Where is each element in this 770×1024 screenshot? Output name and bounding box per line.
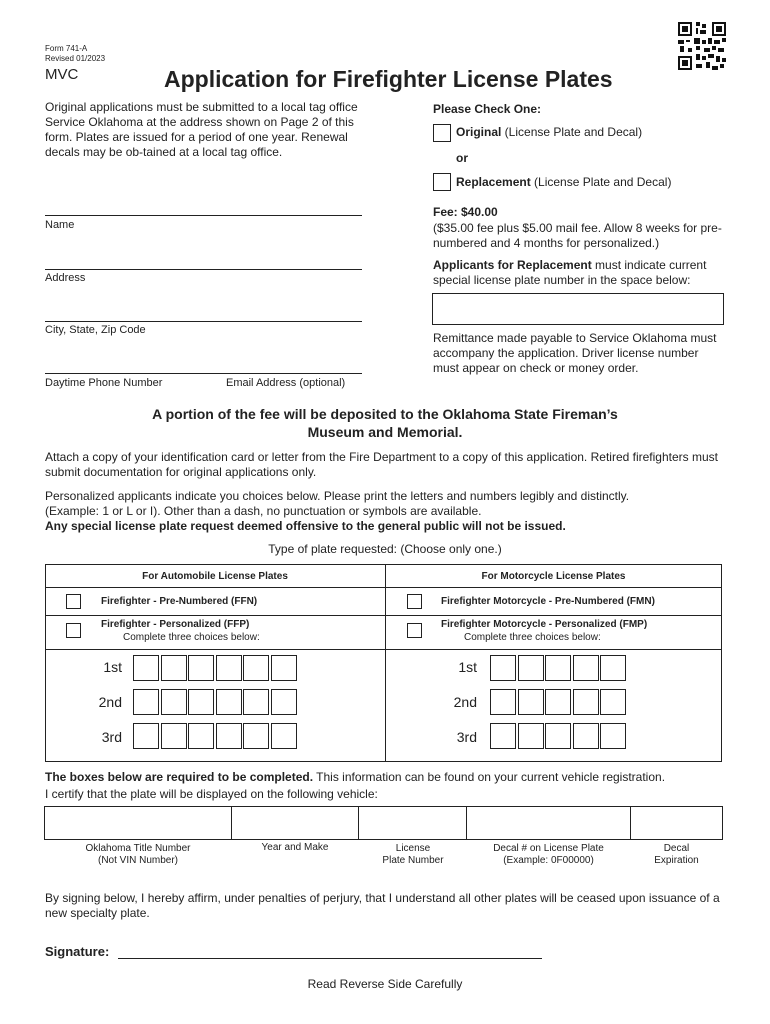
title-number-label xyxy=(44,843,232,867)
personalized-instructions-2: (Example: 1 or L or I). Other than a dash, no punctuation or symbols are available. xyxy=(45,504,482,518)
replacement-instruction-rest: must indicate current special license plate number in the space below: xyxy=(433,258,707,287)
museum-notice xyxy=(0,405,770,441)
museum-line-1: A portion of the fee will be deposited to the Oklahoma State Fireman’s xyxy=(152,406,618,422)
vehicle-required-note xyxy=(45,770,735,785)
ffp-checkbox[interactable] xyxy=(66,623,81,638)
decal-number-label-2: (Example: 0F00000) xyxy=(503,855,594,866)
original-desc: (License Plate and Decal) xyxy=(501,125,643,139)
plate-type-prompt: Type of plate requested: (Choose only one.) xyxy=(268,542,502,556)
fee-detail: ($35.00 fee plus $5.00 mail fee. Allow 8 weeks for pre-numbered and 4 months for personalized.) xyxy=(433,221,722,250)
auto-choice-3-label: 3rd xyxy=(101,729,122,745)
auto-choice-1-grid[interactable] xyxy=(133,655,298,681)
phone-email-line[interactable] xyxy=(45,373,362,374)
affirmation-text: By signing below, I hereby affirm, under penalties of perjury, that I understand all other plates will be ceased upon issuance of a new specialty plate. xyxy=(45,891,720,920)
offensive-warning: Any special license plate request deemed offensive to the general public will not be issued. xyxy=(45,519,566,533)
auto-choice-3-grid[interactable] xyxy=(133,723,298,749)
moto-choice-3-grid[interactable] xyxy=(490,723,628,749)
license-plate-label-1: License xyxy=(395,843,431,854)
fmn-label: Firefighter Motorcycle - Pre-Numbered (FMN) xyxy=(441,596,655,607)
replacement-instruction-bold: Applicants for Replacement xyxy=(433,258,592,272)
agency-code: MVC xyxy=(45,66,79,83)
decal-number-label-1: Decal # on License Plate xyxy=(493,843,604,854)
moto-choice-2-label: 2nd xyxy=(453,694,477,710)
phone-label: Daytime Phone Number xyxy=(45,377,163,389)
license-plate-label xyxy=(358,843,468,867)
moto-choice-2-grid[interactable] xyxy=(490,689,628,715)
fmn-checkbox[interactable] xyxy=(407,594,422,609)
signature-label: Signature: xyxy=(45,944,110,959)
fmp-checkbox[interactable] xyxy=(407,623,422,638)
replacement-option xyxy=(456,175,671,190)
replacement-label: Replacement xyxy=(456,175,531,189)
decal-expiration-label-1: Decal xyxy=(663,843,690,854)
replacement-checkbox[interactable] xyxy=(433,173,451,191)
name-label: Name xyxy=(45,219,75,231)
title-number-label-1: Oklahoma Title Number xyxy=(85,843,191,854)
email-label: Email Address (optional) xyxy=(226,377,346,389)
moto-heading: For Motorcycle License Plates xyxy=(481,571,626,582)
check-one-heading: Please Check One: xyxy=(433,102,542,116)
museum-line-2: Museum and Memorial. xyxy=(307,424,463,440)
fmp-label: Firefighter Motorcycle - Personalized (FMP) xyxy=(441,619,648,630)
original-label: Original xyxy=(456,125,502,139)
fmp-choices-note: Complete three choices below: xyxy=(464,632,601,643)
table-divider xyxy=(385,565,386,761)
ffn-label: Firefighter - Pre-Numbered (FFN) xyxy=(101,596,258,607)
decal-number-label xyxy=(466,843,631,867)
vehicle-required-rest: This information can be found on your current vehicle registration. xyxy=(313,770,666,784)
replacement-instruction xyxy=(433,258,728,288)
auto-choice-2-label: 2nd xyxy=(98,694,122,710)
personalized-instructions-1: Personalized applicants indicate you choices below. Please print the letters and numbers legibly and distinctly. xyxy=(45,489,630,503)
vehicle-info-row[interactable] xyxy=(44,806,723,840)
decal-expiration-label xyxy=(630,843,723,867)
address-line[interactable] xyxy=(45,269,362,270)
year-make-label: Year and Make xyxy=(261,842,329,853)
decal-expiration-label-2: Expiration xyxy=(654,855,699,866)
address-label: Address xyxy=(45,272,86,284)
ffp-label: Firefighter - Personalized (FFP) xyxy=(101,619,250,630)
name-line[interactable] xyxy=(45,215,362,216)
auto-heading: For Automobile License Plates xyxy=(142,571,288,582)
moto-choice-1-label: 1st xyxy=(458,659,477,675)
signature-line[interactable] xyxy=(118,958,542,959)
ffp-choices-note: Complete three choices below: xyxy=(123,632,260,643)
original-checkbox[interactable] xyxy=(433,124,451,142)
remittance-text: Remittance made payable to Service Oklahoma must accompany the application. Driver license number must appear on check or money order. xyxy=(433,331,717,375)
vehicle-certify-text: I certify that the plate will be displayed on the following vehicle: xyxy=(45,787,378,801)
city-state-zip-line[interactable] xyxy=(45,321,362,322)
attach-instructions: Attach a copy of your identification card or letter from the Fire Department to a copy of this application. Retired firefighters must submit documentation for original applications only. xyxy=(45,450,718,479)
page-title: Application for Firefighter License Plates xyxy=(164,66,613,92)
footer-note: Read Reverse Side Carefully xyxy=(307,977,463,991)
moto-choice-1-grid[interactable] xyxy=(490,655,628,681)
ffn-checkbox[interactable] xyxy=(66,594,81,609)
replacement-desc: (License Plate and Decal) xyxy=(530,175,672,189)
current-plate-number-box[interactable] xyxy=(432,293,724,325)
original-option xyxy=(456,125,642,140)
auto-choice-2-grid[interactable] xyxy=(133,689,298,715)
form-number: Form 741-A xyxy=(45,44,88,53)
revised-date: Revised 01/2023 xyxy=(45,54,106,63)
moto-choice-3-label: 3rd xyxy=(456,729,477,745)
auto-choice-1-label: 1st xyxy=(103,659,122,675)
vehicle-required-bold: The boxes below are required to be completed. xyxy=(45,770,314,784)
fee-heading: Fee: $40.00 xyxy=(433,205,498,219)
license-plate-label-2: Plate Number xyxy=(382,855,444,866)
title-number-label-2: (Not VIN Number) xyxy=(97,855,178,866)
intro-text: Original applications must be submitted to a local tag office Service Oklahoma at the address shown on Page 2 of this form. Plates are issued for a period of one year. Renewal decals may be ob-tained at a local tag office. xyxy=(45,100,358,159)
or-text: or xyxy=(456,151,468,165)
qr-code-icon xyxy=(678,22,726,70)
city-state-zip-label: City, State, Zip Code xyxy=(45,324,146,336)
